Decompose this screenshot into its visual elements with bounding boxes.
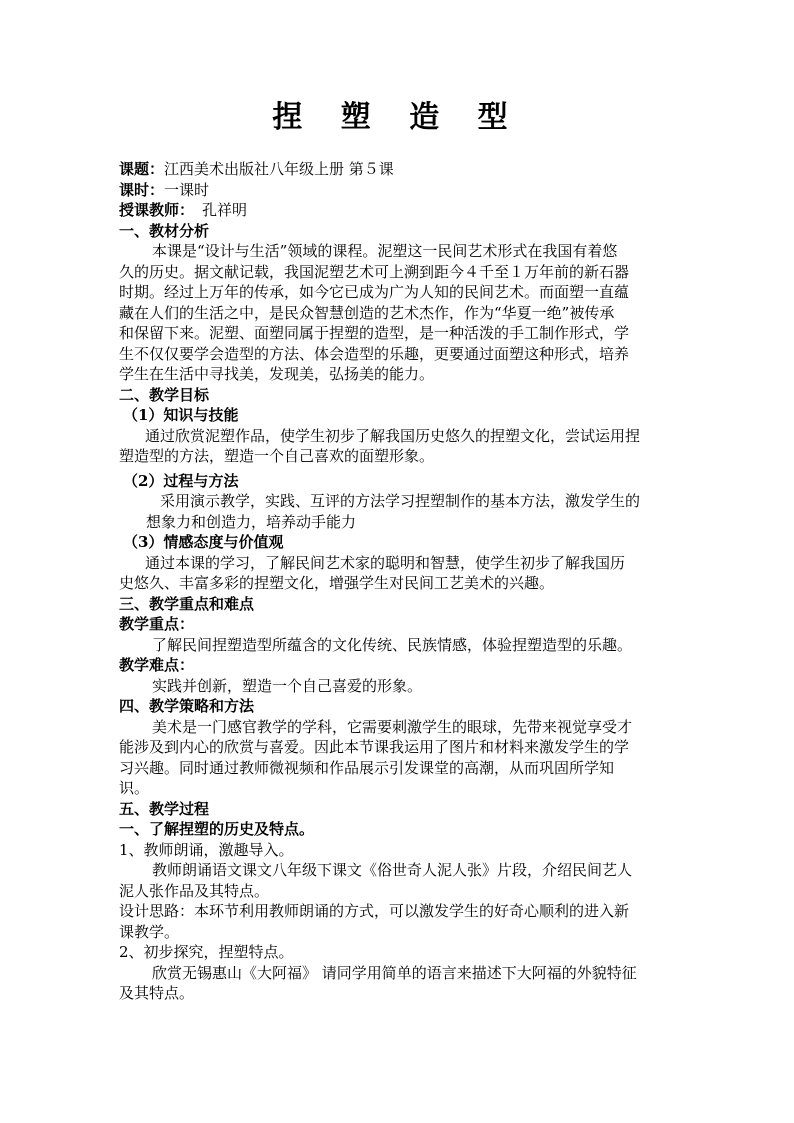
paragraph-line: 通过本课的学习，了解民间艺术家的聪明和智慧，使学生初步了解我国历 [145, 553, 626, 572]
paragraph-line: 采用演示教学，实践、互评的方法学习捏塑制作的基本方法，激发学生的 [160, 492, 641, 510]
course-line [119, 159, 679, 180]
paragraph-line: 识。 [119, 779, 150, 797]
paragraph-line: 教师朗诵语文课文八年级下课文《俗世奇人泥人张》片段，介绍民间艺人 [152, 861, 633, 879]
step-heading: 1、教师朗诵，激趣导入。 [119, 840, 294, 859]
goal-heading: （2）过程与方法 [123, 471, 239, 490]
section-heading: 一、教材分析 [119, 221, 210, 240]
paragraph-line: 久的历史。据文献记载，我国泥塑艺术可上溯到距今４千至１万年前的新石器 [119, 262, 630, 281]
paragraph-line: 时期。经过上万年的传承，如今它已成为广为人知的民间艺术。而面塑一直蕴 [119, 283, 630, 301]
document-body [119, 159, 679, 1004]
section-heading: 五、教学过程 [119, 799, 210, 818]
hours-value: 一课时 [164, 180, 210, 199]
step-heading: 2、初步探究，捏塑特点。 [119, 943, 294, 961]
paragraph-line: 本课是“设计与生活”领域的课程。泥塑这一民间艺术形式在我国有着悠 [152, 242, 618, 260]
paragraph-line: 通过欣赏泥塑作品，使学生初步了解我国历史悠久的捏塑文化，尝试运用捏 [145, 426, 641, 445]
paragraph-line: 和保留下来。泥塑、面塑同属于捏塑的造型，是一种活泼的手工制作形式，学 [119, 324, 630, 342]
course-value: 江西美术出版社八年级上册 第５课 [164, 160, 394, 178]
paragraph-line: 想象力和创造力，培养动手能力 [146, 512, 357, 531]
difficulty-label: 教学难点： [119, 656, 195, 674]
paragraph-line: 生不仅仅要学会造型的方法、体会造型的乐趣，更要通过面塑这种形式，培养 [119, 344, 630, 363]
paragraph-line: 泥人张作品及其特点。 [119, 881, 270, 900]
course-label: 课题： [119, 160, 165, 178]
paragraph-line: 藏在人们的生活之中，是民众智慧创造的艺术杰作，作为“华夏一绝”被传承 [119, 303, 615, 322]
paragraph-line: 实践并创新，塑造一个自己喜爱的形象。 [152, 676, 423, 695]
paragraph-line: 习兴趣。同时通过教师微视频和作品展示引发课堂的高潮，从而巩固所学知 [119, 758, 615, 777]
paragraph-line: 课教学。 [119, 922, 180, 941]
paragraph-line: 学生在生活中寻找美，发现美，弘扬美的能力。 [119, 365, 435, 383]
section-heading: 三、教学重点和难点 [119, 594, 255, 613]
document-title: 捏 塑 造 型 [272, 100, 522, 135]
teacher-line [119, 200, 679, 221]
hours-label: 课时： [119, 180, 165, 199]
paragraph-line: 了解民间捏塑造型所蕴含的文化传统、民族情感，体验捏塑造型的乐趣。 [152, 635, 633, 654]
paragraph-line: 欣赏无锡惠山《大阿福》 请同学用简单的语言来描述下大阿福的外貌特征 [152, 963, 637, 982]
section-heading: 二、教学目标 [119, 385, 210, 404]
paragraph-line: 设计思路：本环节利用教师朗诵的方式，可以激发学生的好奇心顺利的进入新 [119, 902, 630, 920]
paragraph-line: 史悠久、丰富多彩的捏塑文化，增强学生对民间工艺美术的兴趣。 [119, 574, 555, 592]
paragraph-line: 及其特点。 [119, 984, 195, 1002]
goal-heading: （3）情感态度与价值观 [123, 533, 284, 551]
paragraph-line: 塑造型的方法，塑造一个自己喜欢的面塑形象。 [119, 447, 435, 465]
paragraph-line: 能涉及到内心的欣赏与喜爱。因此本节课我运用了图片和材料来激发学生的学 [119, 738, 630, 756]
key-point-label: 教学重点： [119, 615, 195, 633]
teacher-value: 孔祥明 [202, 201, 248, 219]
teacher-label: 授课教师： [119, 201, 195, 219]
section-heading: 四、教学策略和方法 [119, 697, 255, 715]
paragraph-line: 美术是一门感官教学的学科，它需要刺激学生的眼球，先带来视觉享受才 [152, 717, 633, 736]
goal-heading: （1）知识与技能 [123, 406, 239, 424]
subsection-heading: 一、了解捏塑的历史及特点。 [119, 820, 315, 838]
hours-line [119, 180, 679, 201]
